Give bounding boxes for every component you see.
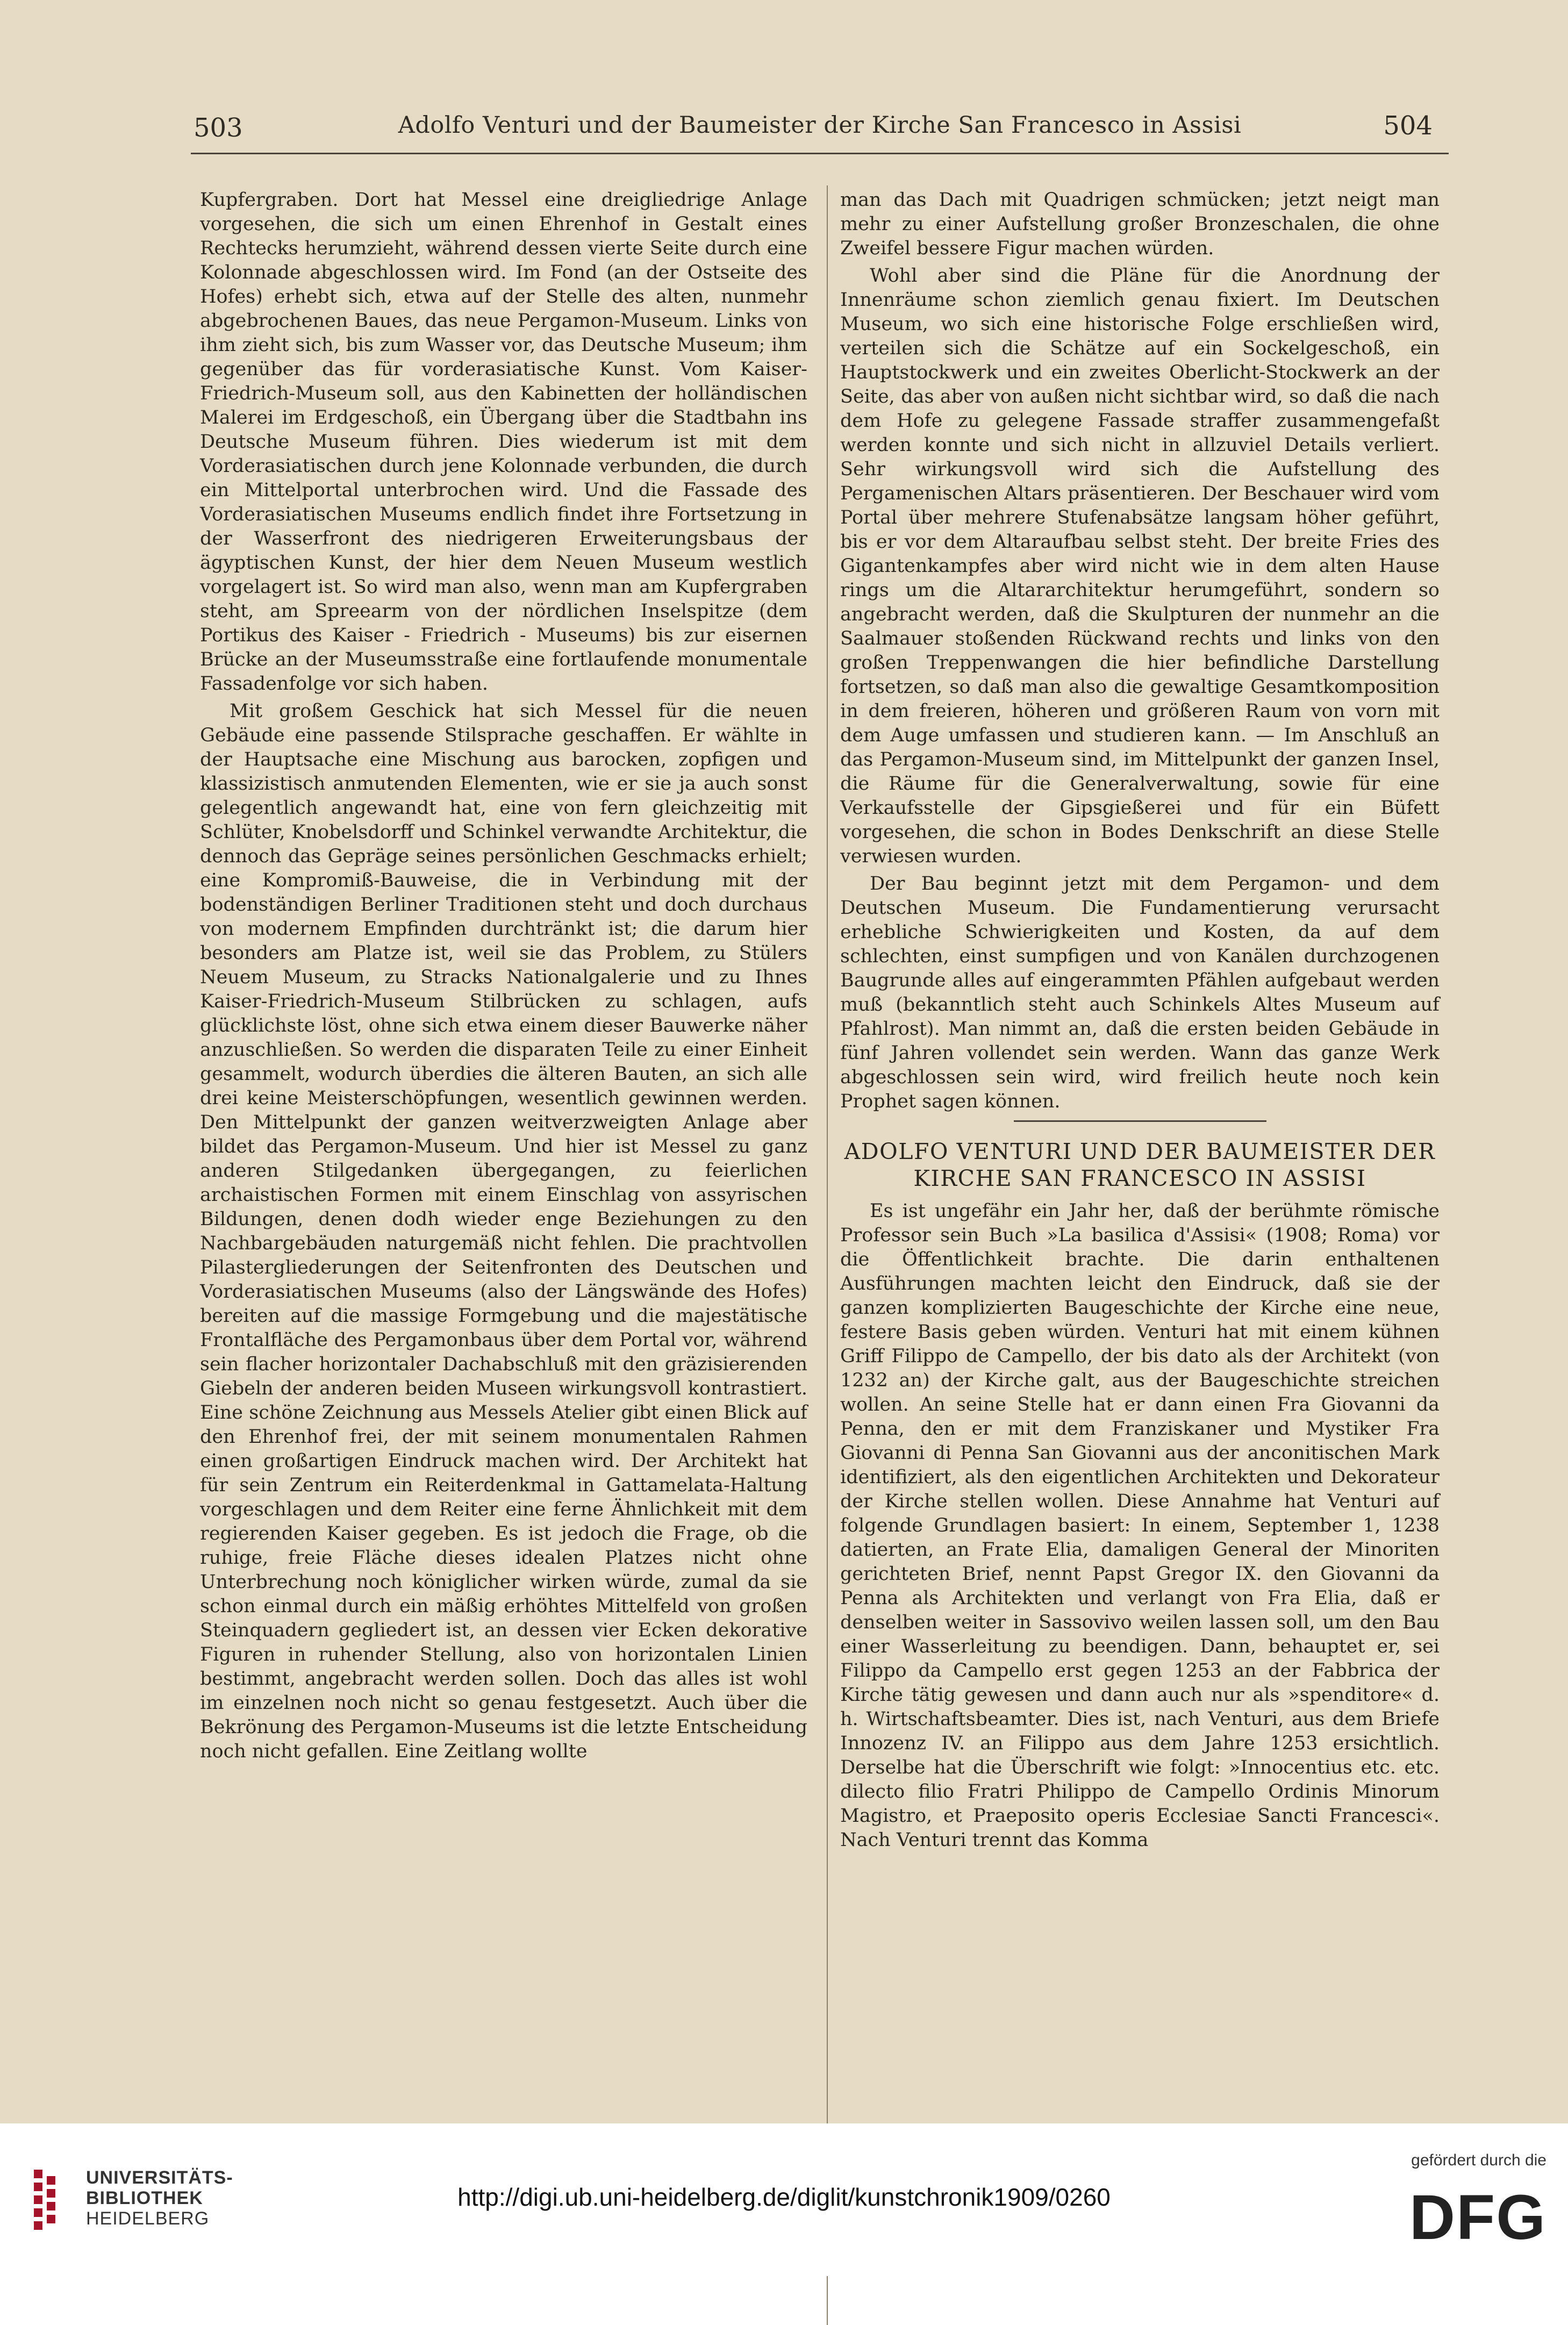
header-rule [191,153,1449,154]
permalink-url[interactable]: http://digi.ub.uni-heidelberg.de/diglit/kunstchronik1909/0260 [457,2183,1111,2211]
paragraph: man das Dach mit Quadrigen schmücken; jetzt neigt man mehr zu einer Aufstellung großer Bronzeschalen, die ohne Zweifel bessere Figur machen würden. [840,189,1440,259]
right-column [840,188,1440,1856]
section-title-line1: ADOLFO VENTURI UND DER BAUMEISTER DER [844,1139,1436,1164]
section-paragraph: Es ist ungefähr ein Jahr her, daß der berühmte römische Professor sein Buch »La basilica d'Assisi« (1908; Roma) vor die Öffentlichkeit brachte. Die darin enthaltenen Ausführungen machten leicht den Eindruck, daß sie der ganzen komplizierten Baugeschichte der Kirche eine neue, festere Basis geben würden. Venturi hat mit einem kühnen Griff Filippo de Campello, der bis dato als der Architekt (von 1232 an) der Kirche galt, aus der Baugeschichte streichen wollen. An seine Stelle hat er dann einen Fra Giovanni da Penna, den er mit dem Franziskaner und Mystiker Fra Giovanni di Penna San Giovanni aus der anconitischen Mark identifiziert, als den eigentlichen Architekten und Dekorateur der Kirche stellen wollen. Diese Annahme hat Venturi auf folgende Grundlagen basiert: In einem, September 1, 1238 datierten, an Frate Elia, damaligen General der Minoriten gerichteten Brief, nennt Papst Gregor IX. den Giovanni da Penna als Architekten und verlangt von Fra Elia, daß er denselben weiter in Sassovivo weilen lassen soll, um den Bau einer Wasserleitung zu beendigen. Dann, behauptet er, sei Filippo da Campello erst gegen 1253 an der Fabbrica der Kirche tätig gewesen und dann auch nur als »spenditore« d. h. Wirtschaftsbeamter. Dies ist, nach Venturi, aus dem Briefe Innozenz IV. an Filippo aus dem Jahre 1253 ersichtlich. Derselbe hat die Überschrift wie folgt: »Innocentius etc. etc. dilecto filio Fratri Philippo de Campello Ordinis Minorum Magistro, et Praeposito operis Ecclesiae Sancti Francesci«. Nach Venturi trennt das Komma [840,1200,1440,1851]
section-rule [1014,1120,1266,1122]
column-divider [827,185,828,2325]
sponsor-caption: gefördert durch die [1411,2151,1546,2169]
paragraph: Kupfergraben. Dort hat Messel eine dreigliedrige Anlage vorgesehen, die sich um einen Ehrenhof in Gestalt eines Rechtecks herumzieht, während dessen vierte Seite durch eine Kolonnade abgeschlossen wird. Im Fond (an der Ostseite des Hofes) erhebt sich, etwa auf der Stelle des alten, nunmehr abgebrochenen Baues, das neue Pergamon-Museum. Links von ihm zieht sich, bis zum Wasser vor, das Deutsche Museum; ihm gegenüber das für vorderasiatische Kunst. Vom Kaiser-Friedrich-Museum soll, aus den Kabinetten der holländischen Malerei im Erdgeschoß, ein Übergang über die Stadtbahn ins Deutsche Museum führen. Dies wiederum ist mit dem Vorderasiatischen durch jene Kolonnade verbunden, die durch ein Mittelportal unterbrochen wird. Und die Fassade des Vorderasiatischen Museums endlich findet ihre Fortsetzung in der Wasserfront des niedrigeren Erweiterungsbaus der ägyptischen Kunst, der hier dem Neuen Museum westlich vorgelagert ist. So wird man also, wenn man am Kupfergraben steht, am Spreearm von der nördlichen Inselspitze (dem Portikus des Kaiser - Friedrich - Museums) bis zur eisernen Brücke an der Museumsstraße eine fortlaufende monumentale Fassadenfolge vor sich haben. [200,189,807,695]
section-title [840,1138,1440,1192]
page-number-right: 504 [1383,111,1433,141]
left-column [200,188,807,1767]
page-number-left: 503 [194,113,243,143]
running-header [191,108,1449,151]
library-name-line3: HEIDELBERG [86,2208,210,2229]
library-name-line2: BIBLIOTHEK [86,2188,203,2208]
viewer-footer [0,2123,1568,2276]
paragraph: Wohl aber sind die Pläne für die Anordnung der Innenräume schon ziemlich genau fixiert. Im Deutschen Museum, wo sich eine historische Folge erschließen wird, verteilen sich die Schätze auf ein Sockelgeschoß, ein Hauptstockwerk und ein zweites Oberlicht-Stockwerk an der Seite, das aber von außen nicht sichtbar wird, so daß die nach dem Hofe zu gelegene Fassade straffer zusammengefaßt werden konnte und sich nicht in allzuviel Details verliert. Sehr wirkungsvoll wird sich die Aufstellung des Pergamenischen Altars präsentieren. Der Beschauer wird vom Portal über mehrere Stufenabsätze langsam höher geführt, bis er vor dem Altaraufbau selbst steht. Der breite Fries des Gigantenkampfes aber wird nicht wie in dem alten Hause rings um die Altararchitektur herumgeführt, sondern so angebracht werden, daß die Skulpturen der nunmehr an die Saalmauer stoßenden Rückwand rechts und links von den großen Treppenwangen die hier befindliche Darstellung fortsetzen, so daß man also die gewaltige Gesamtkomposition in dem freieren, höheren und größeren Raum von vorn mit dem Auge umfassen und studieren kann. — Im Anschluß an das Pergamon-Museum sind, im Mittelpunkt der ganzen Insel, die Räume für die Generalverwaltung, sowie für eine Verkaufsstelle der Gipsgießerei und für ein Büfett vorgesehen, die schon in Bodes Denkschrift an diese Stelle verwiesen wurden. [840,265,1440,867]
paragraph: Der Bau beginnt jetzt mit dem Pergamon- und dem Deutschen Museum. Die Fundamentierung verursacht erhebliche Schwierigkeiten und Kosten, da auf dem schlechten, einst sumpfigen und von Kanälen durchzogenen Baugrunde alles auf eingerammten Pfählen aufgebaut werden muß (bekanntlich steht auch Schinkels Altes Museum auf Pfahlrost). Man nimmt an, daß die ersten beiden Gebäude in fünf Jahren vollendet sein werden. Wann das ganze Werk abgeschlossen sein wird, wird freilich heute noch kein Prophet sagen können. [840,873,1440,1112]
section-title-line2: KIRCHE SAN FRANCESCO IN ASSISI [913,1165,1366,1191]
library-name-line1: UNIVERSITÄTS- [86,2167,233,2188]
paragraph: Mit großem Geschick hat sich Messel für die neuen Gebäude eine passende Stilsprache geschaffen. Er wählte in der Hauptsache eine Mischung aus barocken, zopfigen und klassizistisch anmutenden Elementen, wie er sie ja auch sonst gelegentlich angewandt hat, eine von fern gleichzeitig mit Schlüter, Knobelsdorff und Schinkel verwandte Architektur, die dennoch das Gepräge seines persönlichen Geschmacks erhielt; eine Kompromiß-Bauweise, die in Verbindung mit der bodenständigen Berliner Traditionen steht und doch durchaus von modernem Empfinden durchtränkt ist; die darum hier besonders am Platze ist, weil sie das Problem, zu Stülers Neuem Museum, zu Stracks Nationalgalerie und zu Ihnes Kaiser-Friedrich-Museum Stilbrücken zu schlagen, aufs glücklichste löst, ohne sich etwa einem dieser Bauwerke näher anzuschließen. So werden die disparaten Teile zu einer Einheit gesammelt, wodurch überdies die älteren Bauten, an sich alle drei keine Meisterschöpfungen, wesentlich gewinnen werden. Den Mittelpunkt der ganzen weitverzweigten Anlage aber bildet das Pergamon-Museum. Und hier ist Messel zu ganz anderen Stilgedanken übergegangen, zu feierlichen archaistischen Formen mit einem Einschlag von assyrischen Bildungen, denen dodh wieder enge Beziehungen zu den Nachbargebäuden naturgemäß nicht fehlen. Die prachtvollen Pilastergliederungen der Seitenfronten des Deutschen und Vorderasiatischen Museums (also der Längswände des Hofes) bereiten auf die massige Formgebung und die majestätische Frontalfläche des Pergamonbaus über dem Portal vor, während sein flacher horizontaler Dachabschluß mit den gräzisierenden Giebeln der anderen beiden Museen wirkungsvoll kontrastiert. Eine schöne Zeichnung aus Messels Atelier gibt einen Blick auf den Ehrenhof frei, der mit seinem monumentalen Rahmen einen großartigen Eindruck machen wird. Der Architekt hat für sein Zentrum ein Reiterdenkmal in Gattamelata-Haltung vorgeschlagen und dem Reiter eine ferne Ähnlichkeit mit dem regierenden Kaiser gegeben. Es ist jedoch die Frage, ob die ruhige, freie Fläche dieses idealen Platzes nicht ohne Unterbrechung noch königlicher wirken würde, zumal da sie schon einmal durch ein mäßig erhöhtes Mittelfeld von großen Steinquadern gegliedert ist, an dessen vier Ecken dekorative Figuren in ruhender Stellung, also von horizontalen Linien bestimmt, angebracht werden sollen. Doch das alles ist wohl im einzelnen noch nicht so genau festgesetzt. Auch über die Bekrönung des Pergamon-Museums ist die letzte Entscheidung noch nicht gefallen. Eine Zeitlang wollte [200,700,807,1762]
dfg-logo: DFG [1409,2182,1546,2253]
running-title: Adolfo Venturi und der Baumeister der Kirche San Francesco in Assisi [398,112,1242,139]
